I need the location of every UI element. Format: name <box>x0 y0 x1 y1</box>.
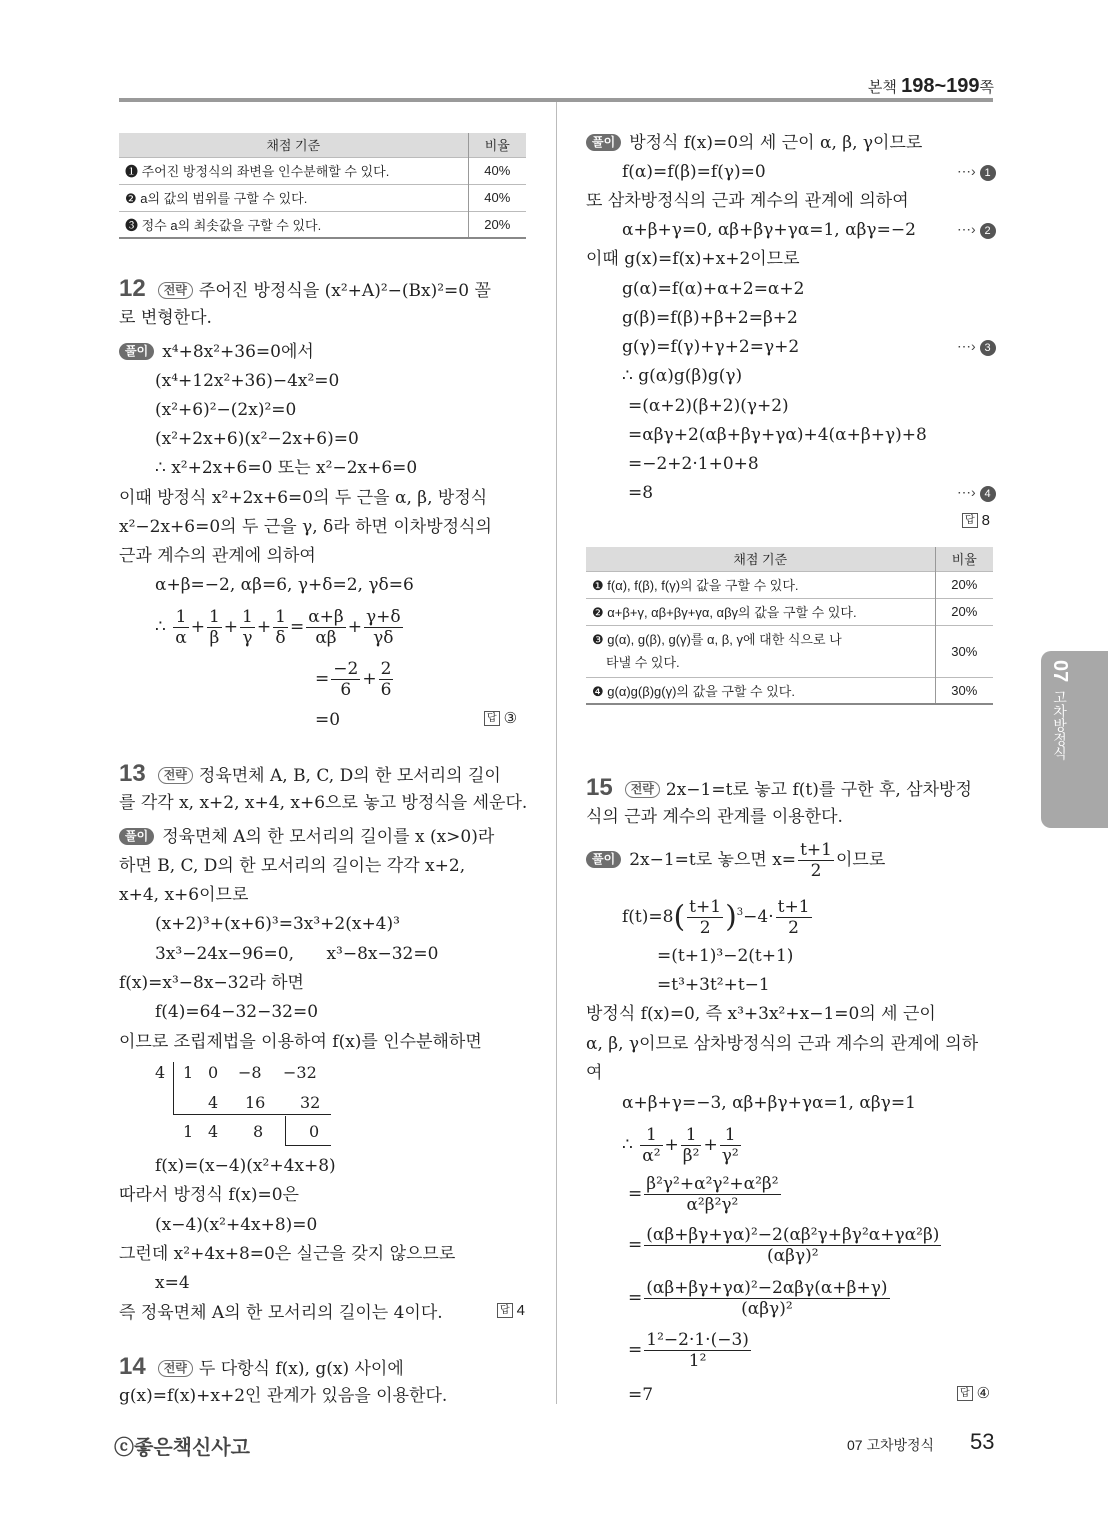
strategy-badge: 전략 <box>158 1360 193 1377</box>
chapter-tab-number: 07 <box>1049 660 1071 683</box>
solution-badge: 풀이 <box>586 851 621 868</box>
table-row: ❸ 정수 a의 최솟값을 구할 수 있다. 20% <box>119 211 526 238</box>
table-row: ❷ α+β+γ, αβ+βγ+γα, αβγ의 값을 구할 수 있다. 20% <box>586 598 993 625</box>
solution-badge: 풀이 <box>119 343 154 360</box>
problem-number: 12 <box>119 275 146 302</box>
table-row: ❶ f(α), f(β), f(γ)의 값을 구할 수 있다. 20% <box>586 571 993 598</box>
footer-chapter: 07 고차방정식 <box>847 1437 935 1453</box>
solution-badge: 풀이 <box>586 134 621 151</box>
publisher-logo: ⓒ좋은책신사고 <box>114 1437 250 1459</box>
answer-mark: 답 ③ <box>484 709 517 727</box>
problem-number: 14 <box>119 1353 146 1380</box>
column-divider <box>556 102 557 1404</box>
grading-table-1: 채점 기준 비율 ❶ 주어진 방정식의 좌변을 인수분해할 수 있다. 40% ❷ a의 값의 범위를 구할 수 있다. 40% ❸ 정수 a의 최솟값을 구할 수 있다. 20% <box>119 133 526 239</box>
page-number: 53 <box>970 1429 995 1454</box>
reciprocal-sum: ∴ $\frac{1}{\alpha}$ + $\frac{1}{\beta}$ + $\frac{1}{\gamma}$ + $\frac{1}{\delta}$ = $\frac{\alpha+\beta}{\alpha\beta}$ + $\frac{\gamma+\delta}{\gamma\delta}$ <box>155 607 401 648</box>
step-marker: ⋯› 4 <box>957 484 996 502</box>
table-row: ❹ g(α)g(β)g(γ)의 값을 구할 수 있다. 30% <box>586 677 993 704</box>
table-row: ❶ 주어진 방정식의 좌변을 인수분해할 수 있다. 40% <box>119 157 526 184</box>
table-row: ❸ g(α), g(β), g(γ)를 α, β, γ에 대한 식으로 나 타낼 수 있다. 30% <box>586 625 993 677</box>
strategy-badge: 전략 <box>158 282 193 299</box>
answer-mark: 답 4 <box>497 1302 525 1319</box>
step-marker: ⋯› 2 <box>957 221 996 239</box>
solution-badge: 풀이 <box>119 828 154 845</box>
strategy-badge: 전략 <box>158 767 193 784</box>
grading-table-2: 채점 기준 비율 ❶ f(α), f(β), f(γ)의 값을 구할 수 있다. 20% ❷ α+β+γ, αβ+βγ+γα, αβγ의 값을 구할 수 있다. 20% ❸ g(α), g(β), g(γ)를 α, β, γ에 대한 식으로 나 타낼 수 있다. 30% ❹ g(α)g(β)g(γ)의 값을 구할 수 있다. 30% <box>586 547 993 705</box>
problem-number: 15 <box>586 774 613 801</box>
step-marker: ⋯› 1 <box>957 163 996 181</box>
chapter-tab-label: 고차방정식 <box>1052 690 1068 760</box>
book-page-reference: 본책 198~199쪽 <box>867 75 994 97</box>
answer-mark: 답 ④ <box>957 1384 990 1402</box>
table-row: ❷ a의 값의 범위를 구할 수 있다. 40% <box>119 184 526 211</box>
answer-mark: 답 8 <box>962 512 990 529</box>
strategy-badge: 전략 <box>625 781 660 798</box>
problem-number: 13 <box>119 760 146 787</box>
step-marker: ⋯› 3 <box>957 338 996 356</box>
